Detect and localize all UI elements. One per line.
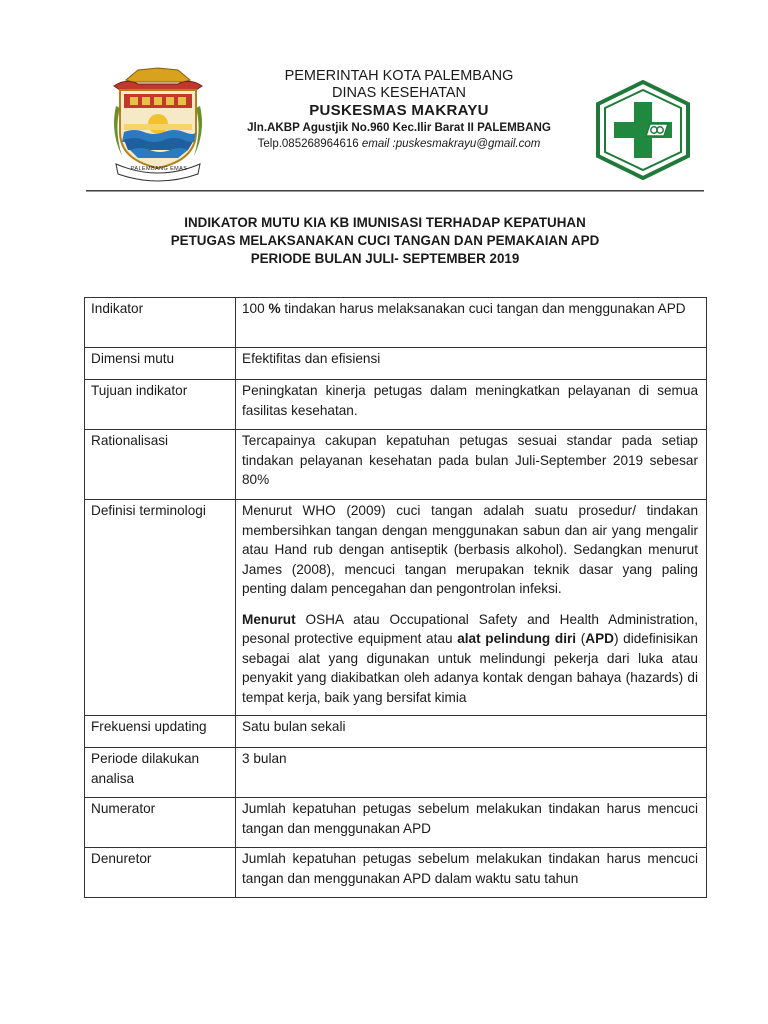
row-label: Definisi terminologi (85, 500, 236, 716)
row-label: Frekuensi updating (85, 716, 236, 748)
table-row (85, 848, 707, 898)
row-value: Peningkatan kinerja petugas dalam meningkatkan pelayanan di semua fasilitas kesehatan. (236, 380, 707, 430)
government-line: PEMERINTAH KOTA PALEMBANG (284, 68, 514, 84)
table-row (85, 798, 707, 848)
table-row (85, 298, 707, 348)
row-label: Denuretor (85, 848, 236, 898)
row-value: Tercapainya cakupan kepatuhan petugas sesuai standar pada setiap tindakan pelayanan kesehatan pada bulan Juli-September 2019 sebesar 80% (236, 430, 707, 500)
row-value: Jumlah kepatuhan petugas sebelum melakukan tindakan harus mencuci tangan dan menggunakan APD dalam waktu satu tahun (236, 848, 707, 898)
row-value: Jumlah kepatuhan petugas sebelum melakukan tindakan harus mencuci tangan dan menggunakan APD (236, 798, 707, 848)
row-label: Tujuan indikator (85, 380, 236, 430)
table-row (85, 430, 707, 500)
row-value: 3 bulan (236, 748, 707, 798)
letterhead (214, 68, 584, 153)
address-line: Jln.AKBP Agustjik No.960 Kec.Ilir Barat II PALEMBANG (247, 121, 551, 134)
emblem-ribbon-text: PALEMBANG EMAS (130, 166, 188, 172)
agency-line: DINAS KESEHATAN (331, 85, 467, 101)
table-row (85, 348, 707, 380)
definition-paragraph: Menurut WHO (2009) cuci tangan adalah suatu prosedur/ tindakan membersihkan tangan dengan menggunakan sabun dan air yang mengalir atau Hand rub dengan antiseptik (berbasis alkohol). Sedangkan menurut James (2008), mencuci tangan merupakan teknik dasar yang paling penting dalam pencegahan dan pengontrolan infeksi. (242, 503, 698, 596)
row-value: 100 % tindakan harus melaksanakan cuci tangan dan menggunakan APD (236, 298, 707, 348)
table-row (85, 716, 707, 748)
row-label: Periode dilakukan analisa (85, 748, 236, 798)
title-line-2: PETUGAS MELAKSANAKAN CUCI TANGAN DAN PEMAKAIAN APD (170, 233, 600, 248)
row-label: Dimensi mutu (85, 348, 236, 380)
row-value: Satu bulan sekali (236, 716, 707, 748)
row-label: Indikator (85, 298, 236, 348)
table-row (85, 748, 707, 798)
definition-paragraph: Menurut OSHA atau Occupational Safety and Health Administration, pesonal protective equipment atau alat pelindung diri (APD) didefinisikan sebagai alat yang digunakan untuk melindungi pekerja dari luka atau penyakit yang diakibatkan oleh adanya kontak dengan bahaya (hazards) di tempat kerja, baik yang bersifat kimia (242, 611, 698, 705)
table-row (85, 380, 707, 430)
table-row (85, 500, 707, 716)
palembang-emblem-logo (108, 66, 208, 182)
row-value: Efektifitas dan efisiensi (236, 348, 707, 380)
puskesmas-cross-logo (590, 80, 696, 180)
row-value (236, 500, 707, 716)
indicator-table (84, 297, 707, 898)
contact-line (214, 136, 584, 153)
title-line-1: INDIKATOR MUTU KIA KB IMUNISASI TERHADAP KEPATUHAN (184, 215, 586, 230)
email-address: email :puskesmakrayu@gmail.com (361, 138, 541, 150)
row-label: Numerator (85, 798, 236, 848)
row-label: Rationalisasi (85, 430, 236, 500)
phone-number: Telp.085268964616 (257, 138, 359, 150)
puskesmas-name: PUSKESMAS MAKRAYU (309, 102, 489, 119)
document-title (86, 214, 684, 268)
title-line-3: PERIODE BULAN JULI- SEPTEMBER 2019 (250, 251, 520, 266)
header-divider (86, 190, 704, 191)
